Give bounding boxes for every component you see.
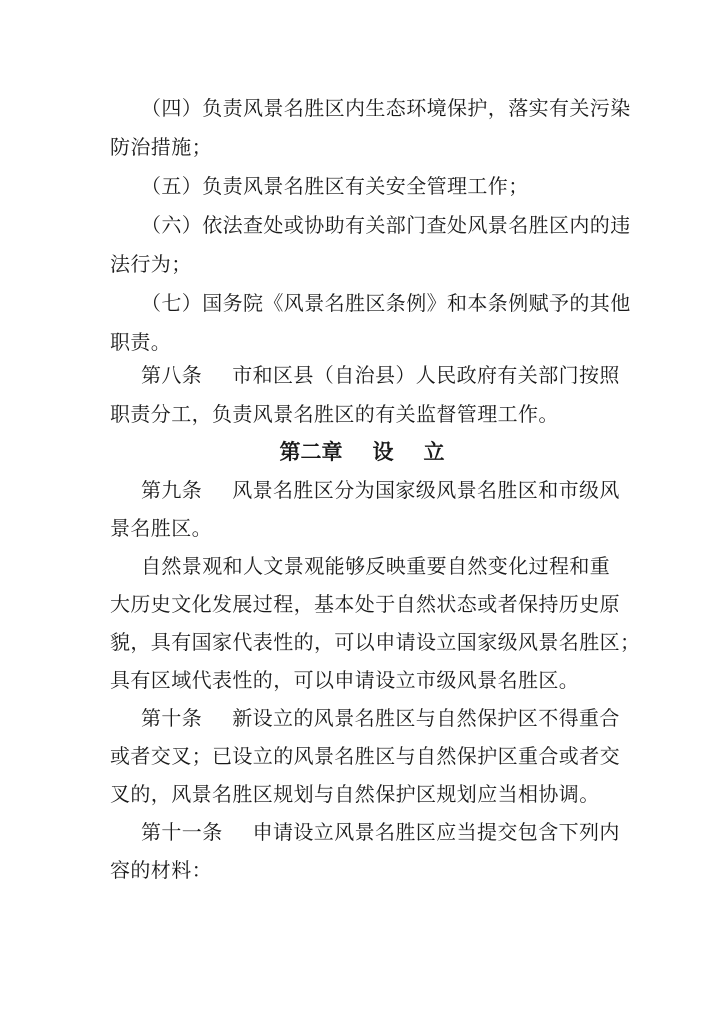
article-11-line-1 — [141, 820, 620, 844]
article-11-line-2: 容的材料： — [110, 858, 212, 882]
article-10-line-2: 或者交叉；已设立的风景名胜区与自然保护区重合或者交 — [110, 744, 620, 768]
article-10-line-3: 叉的，风景名胜区规划与自然保护区规划应当相协调。 — [110, 782, 600, 806]
chapter-word-1: 设 — [372, 440, 394, 464]
chapter-heading — [0, 440, 724, 464]
paragraph-line-3: 貌，具有国家代表性的，可以申请设立国家级风景名胜区； — [110, 630, 641, 654]
chapter-label: 第二章 — [279, 440, 343, 464]
article-9-label: 第九条 — [141, 478, 203, 502]
article-8-line-1 — [141, 363, 620, 387]
item-7-line-1: （七）国务院《风景名胜区条例》和本条例赋予的其他 — [141, 291, 631, 315]
item-6-line-2: 法行为； — [110, 252, 192, 276]
item-7-line-2: 职责。 — [110, 330, 172, 354]
article-10-label: 第十条 — [141, 706, 203, 730]
article-8-label: 第八条 — [141, 363, 203, 387]
paragraph-line-4: 具有区域代表性的，可以申请设立市级风景名胜区。 — [110, 668, 580, 692]
article-9-text: 风景名胜区分为国家级风景名胜区和市级风 — [232, 478, 620, 502]
article-8-line-2: 职责分工，负责风景名胜区的有关监督管理工作。 — [110, 402, 559, 426]
item-6-line-1: （六）依法查处或协助有关部门查处风景名胜区内的违 — [141, 213, 631, 237]
item-4-line-2: 防治措施； — [110, 135, 212, 159]
paragraph-line-1: 自然景观和人文景观能够反映重要自然变化过程和重 — [141, 554, 611, 578]
chapter-word-2: 立 — [423, 440, 445, 464]
article-9-line-2: 景名胜区。 — [110, 516, 212, 540]
article-9-line-1 — [141, 478, 620, 502]
article-11-text: 申请设立风景名胜区应当提交包含下列内 — [252, 820, 620, 844]
article-10-text: 新设立的风景名胜区与自然保护区不得重合 — [232, 706, 620, 730]
item-5-line-1: （五）负责风景名胜区有关安全管理工作； — [141, 174, 529, 198]
article-11-label: 第十一条 — [141, 820, 223, 844]
article-10-line-1 — [141, 706, 620, 730]
item-4-line-1: （四）负责风景名胜区内生态环境保护，落实有关污染 — [141, 96, 631, 120]
article-8-text: 市和区县（自治县）人民政府有关部门按照 — [232, 363, 620, 387]
paragraph-line-2: 大历史文化发展过程，基本处于自然状态或者保持历史原 — [110, 592, 620, 616]
